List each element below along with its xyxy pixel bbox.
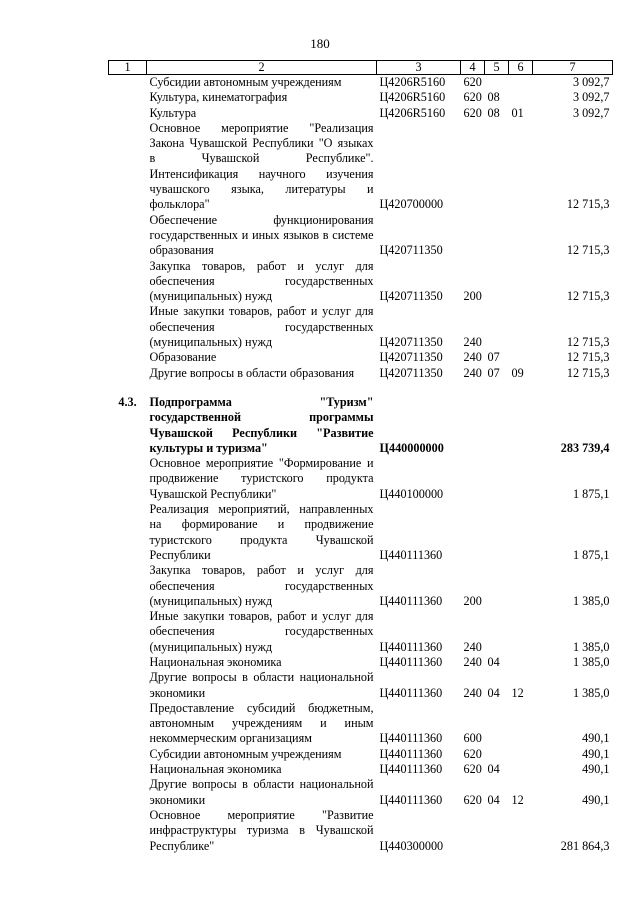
subsection-cell	[509, 456, 533, 502]
target-code-cell: Ц440111360	[379, 685, 443, 700]
table-row	[109, 670, 613, 701]
description-cell: Субсидии автономным учреждениям	[149, 75, 342, 89]
target-code-cell: Ц440300000	[379, 838, 444, 853]
amount-cell: 1 385,0	[572, 685, 610, 700]
expense-type-cell: 620	[463, 746, 482, 761]
expense-type-cell: 240	[463, 350, 482, 365]
row-number-cell	[109, 670, 147, 701]
target-code-cell: Ц440111360	[379, 792, 443, 807]
amount-cell: 1 385,0	[572, 593, 610, 608]
description-cell: Другие вопросы в области образования	[149, 365, 355, 380]
amount-cell: 12 715,3	[566, 350, 610, 365]
row-number-cell	[109, 701, 147, 747]
amount-cell: 3 092,7	[572, 105, 610, 120]
description-cell: Основное мероприятие "Формирование и продвижение туристского продукта Чувашской Республики"	[149, 456, 374, 501]
table-row	[109, 75, 613, 91]
description-cell: Национальная экономика	[149, 654, 282, 669]
target-code-cell: Ц440111360	[379, 731, 443, 746]
table-row	[109, 777, 613, 808]
description-cell: Иные закупки товаров, работ и услуг для обеспечения государственных (муниципальных) нужд	[149, 304, 374, 350]
target-code-cell: Ц440111360	[379, 762, 443, 777]
description-cell: Иные закупки товаров, работ и услуг для обеспечения государственных (муниципальных) нужд	[149, 609, 374, 654]
section-cell: 04	[487, 792, 500, 807]
subsection-cell	[509, 701, 533, 747]
target-code-cell: Ц420711350	[379, 350, 443, 365]
amount-cell: 3 092,7	[572, 75, 610, 89]
table-row	[109, 213, 613, 259]
table-row	[109, 304, 613, 350]
table-row	[109, 808, 613, 854]
expense-type-cell	[461, 213, 485, 259]
section-cell: 07	[487, 365, 500, 380]
expense-type-cell: 240	[463, 639, 482, 654]
budget-table	[108, 60, 613, 854]
column-header: 3	[377, 61, 461, 75]
subsection-cell	[509, 350, 533, 365]
subsection-cell	[509, 259, 533, 305]
target-code-cell: Ц4206R5160	[379, 75, 446, 89]
table-row	[109, 762, 613, 777]
target-code-cell: Ц440111360	[379, 746, 443, 761]
row-number-cell	[109, 121, 147, 213]
expense-type-cell: 240	[463, 685, 482, 700]
description-cell: Субсидии автономным учреждениям	[149, 746, 342, 761]
column-header: 2	[147, 61, 377, 75]
description-cell: Культура, кинематография	[149, 90, 288, 105]
target-code-cell: Ц4206R5160	[379, 90, 446, 105]
expense-type-cell	[461, 808, 485, 854]
section-cell: 04	[487, 685, 500, 700]
expense-type-cell: 620	[463, 105, 482, 120]
table-row	[109, 90, 613, 105]
table-row	[109, 502, 613, 563]
expense-type-cell: 240	[463, 335, 482, 350]
target-code-cell: Ц420711350	[379, 365, 443, 380]
row-number-cell	[109, 456, 147, 502]
subsection-cell	[509, 75, 533, 91]
expense-type-cell	[461, 395, 485, 456]
row-number-cell	[109, 90, 147, 105]
amount-cell: 490,1	[582, 731, 610, 746]
table-row	[109, 121, 613, 213]
description-cell: Другие вопросы в области национальной экономики	[149, 670, 374, 700]
amount-cell: 490,1	[582, 746, 610, 761]
table-row	[109, 350, 613, 365]
section-cell: 08	[487, 90, 500, 105]
expense-type-cell: 620	[463, 792, 482, 807]
row-number-cell: 4.3.	[118, 394, 137, 409]
description-cell: Подпрограмма "Туризм" государственной программы Чувашской Республики "Развитие культуры и туризма"	[149, 394, 374, 455]
amount-cell: 490,1	[582, 762, 610, 777]
row-number-cell	[109, 304, 147, 350]
expense-type-cell	[461, 456, 485, 502]
table-row	[109, 563, 613, 609]
column-header: 6	[509, 61, 533, 75]
expense-type-cell: 620	[463, 90, 482, 105]
section-cell	[485, 456, 509, 502]
row-number-cell	[109, 213, 147, 259]
section-cell	[485, 304, 509, 350]
row-number-cell	[109, 747, 147, 762]
spacer-row	[109, 381, 613, 395]
expense-type-cell: 620	[463, 75, 482, 89]
expense-type-cell: 240	[463, 654, 482, 669]
table-row	[109, 609, 613, 655]
subsection-cell	[509, 395, 533, 456]
expense-type-cell	[461, 121, 485, 213]
column-header: 4	[461, 61, 485, 75]
section-cell	[485, 502, 509, 563]
amount-cell: 3 092,7	[572, 90, 610, 105]
description-cell: Образование	[149, 350, 217, 365]
description-cell: Национальная экономика	[149, 762, 282, 777]
row-number-cell	[109, 655, 147, 670]
description-cell: Предоставление субсидий бюджетным, автономным учреждениям и иным некоммерческим организациям	[149, 700, 374, 746]
description-cell: Реализация мероприятий, направленных на формирование и продвижение туристского продукта Чувашской Республики	[149, 502, 374, 562]
row-number-cell	[109, 777, 147, 808]
section-cell	[485, 121, 509, 213]
subsection-cell	[509, 304, 533, 350]
section-cell	[485, 395, 509, 456]
section-row	[109, 395, 613, 456]
target-code-cell: Ц440111360	[379, 593, 443, 608]
expense-type-cell: 600	[463, 731, 482, 746]
amount-cell: 1 385,0	[572, 639, 610, 654]
row-number-cell	[109, 350, 147, 365]
subsection-cell	[509, 747, 533, 762]
subsection-cell	[509, 502, 533, 563]
target-code-cell: Ц420711350	[379, 335, 443, 350]
amount-cell: 1 875,1	[572, 486, 610, 501]
subsection-cell	[509, 213, 533, 259]
row-number-cell	[109, 563, 147, 609]
section-cell: 04	[487, 762, 500, 777]
table-row	[109, 701, 613, 747]
amount-cell: 1 385,0	[572, 654, 610, 669]
table-row	[109, 655, 613, 670]
amount-cell: 490,1	[582, 792, 610, 807]
target-code-cell: Ц420711350	[379, 243, 443, 258]
description-cell: Основное мероприятие "Реализация Закона Чувашской Республики "О языках в Чувашской Республике". Интенсификация научного изучения чувашского языка, литературы и фольклора"	[149, 120, 374, 212]
target-code-cell: Ц440111360	[379, 654, 443, 669]
subsection-cell	[509, 762, 533, 777]
subsection-cell: 12	[511, 685, 524, 700]
amount-cell: 12 715,3	[566, 335, 610, 350]
row-number-cell	[109, 366, 147, 381]
expense-type-cell: 200	[463, 289, 482, 304]
section-cell	[485, 808, 509, 854]
page-number: 180	[310, 36, 330, 51]
subsection-cell	[509, 808, 533, 854]
section-cell	[485, 563, 509, 609]
subsection-cell	[509, 90, 533, 105]
target-code-cell: Ц440000000	[379, 440, 444, 455]
expense-type-cell: 200	[463, 593, 482, 608]
subsection-cell: 01	[511, 105, 524, 120]
column-header: 1	[109, 61, 147, 75]
amount-cell: 12 715,3	[566, 365, 610, 380]
section-cell	[485, 609, 509, 655]
row-number-cell	[109, 106, 147, 121]
description-cell: Основное мероприятие "Развитие инфраструктуры туризма в Чувашской Республике"	[149, 807, 374, 853]
section-cell	[485, 747, 509, 762]
row-number-cell	[109, 808, 147, 854]
table-header-row	[109, 61, 613, 75]
subsection-cell	[509, 609, 533, 655]
section-cell	[485, 701, 509, 747]
target-code-cell: Ц440100000	[379, 486, 444, 501]
target-code-cell: Ц440111360	[379, 639, 443, 654]
column-header: 5	[485, 61, 509, 75]
description-cell: Закупка товаров, работ и услуг для обеспечения государственных (муниципальных) нужд	[149, 563, 374, 608]
target-code-cell: Ц4206R5160	[379, 105, 446, 120]
expense-type-cell	[461, 502, 485, 563]
section-cell	[485, 213, 509, 259]
section-cell	[485, 259, 509, 305]
section-cell: 08	[487, 105, 500, 120]
subsection-cell	[509, 655, 533, 670]
expense-type-cell: 620	[463, 762, 482, 777]
amount-cell: 1 875,1	[572, 547, 610, 562]
amount-cell: 281 864,3	[560, 838, 610, 853]
target-code-cell: Ц420700000	[379, 197, 444, 212]
table-row	[109, 366, 613, 381]
amount-cell: 12 715,3	[566, 243, 610, 258]
subsection-cell: 12	[511, 792, 524, 807]
description-cell: Закупка товаров, работ и услуг для обеспечения государственных (муниципальных) нужд	[149, 258, 374, 304]
section-cell: 04	[487, 654, 500, 669]
row-number-cell	[109, 502, 147, 563]
section-cell	[485, 75, 509, 91]
row-number-cell	[109, 259, 147, 305]
subsection-cell	[509, 121, 533, 213]
description-cell: Другие вопросы в области национальной экономики	[149, 777, 374, 807]
column-header: 7	[533, 61, 613, 75]
row-number-cell	[109, 75, 147, 91]
amount-cell: 12 715,3	[566, 197, 610, 212]
table-row	[109, 106, 613, 121]
amount-cell: 12 715,3	[566, 289, 610, 304]
target-code-cell: Ц440111360	[379, 547, 443, 562]
expense-type-cell: 240	[463, 365, 482, 380]
description-cell: Культура	[149, 105, 197, 120]
table-row	[109, 747, 613, 762]
subsection-cell: 09	[511, 365, 524, 380]
subsection-cell	[509, 563, 533, 609]
row-number-cell	[109, 762, 147, 777]
table-row	[109, 456, 613, 502]
description-cell: Обеспечение функционирования государственных и иных языков в системе образования	[149, 212, 374, 258]
section-cell: 07	[487, 350, 500, 365]
table-row	[109, 259, 613, 305]
target-code-cell: Ц420711350	[379, 289, 443, 304]
row-number-cell	[109, 609, 147, 655]
amount-cell: 283 739,4	[560, 440, 610, 455]
